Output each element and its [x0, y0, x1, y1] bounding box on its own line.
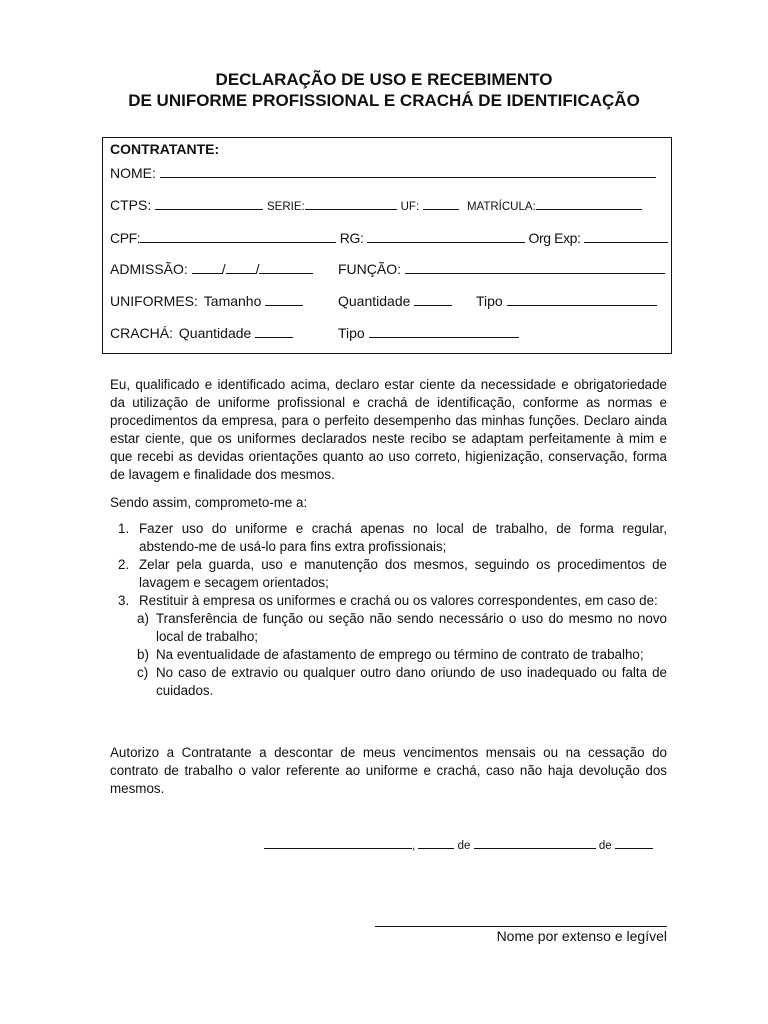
ctps-row	[110, 196, 642, 215]
list-item-text: Restituir à empresa os uniformes e crachá ou os valores correspondentes, em caso de:	[139, 593, 658, 608]
date-day-field[interactable]	[418, 838, 454, 849]
cpf-row	[110, 229, 668, 246]
cracha-quantidade-label: Quantidade	[178, 325, 252, 341]
org-exp-label: Org Exp:	[528, 230, 581, 246]
funcao-field[interactable]	[405, 260, 665, 274]
matricula-label: MATRÍCULA:	[466, 201, 536, 213]
title-line-1: DECLARAÇÃO DE USO E RECEBIMENTO	[215, 70, 553, 89]
authorization-paragraph: Autorizo a Contratante a descontar de meus vencimentos mensais ou na cessação do contrato de trabalho o valor referente ao uniforme e crachá, caso não haja devolução dos mesmos.	[110, 745, 667, 796]
sub-list-item-letter: a)	[137, 611, 149, 626]
funcao-label: FUNÇÃO:	[338, 261, 401, 277]
list-item	[110, 556, 667, 592]
list-item-text: Fazer uso do uniforme e crachá apenas no local de trabalho, de forma regular, abstendo-me de usá-lo para fins extra profissionais;	[139, 521, 667, 554]
nome-field[interactable]	[160, 164, 656, 178]
cpf-field[interactable]	[140, 229, 336, 243]
date-year-field[interactable]	[615, 838, 653, 849]
title-line-2: DE UNIFORME PROFISSIONAL E CRACHÁ DE IDENTIFICAÇÃO	[128, 91, 640, 110]
date-city-field[interactable]	[264, 838, 412, 849]
nome-row	[110, 164, 656, 181]
date-separator-2: /	[255, 261, 260, 277]
sub-list-item	[110, 664, 667, 700]
nome-label: NOME:	[110, 165, 156, 181]
commitment-intro: Sendo assim, comprometo-me a:	[110, 495, 308, 510]
signature-caption: Nome por extenso e legível	[496, 928, 667, 944]
uniformes-quantidade-group	[338, 292, 452, 309]
list-item-number: 2.	[118, 557, 130, 572]
list-item-text: Zelar pela guarda, uso e manutenção dos mesmos, seguindo os procedimentos de lavagem e secagem orientados;	[139, 557, 667, 590]
uniformes-quantidade-label: Quantidade	[338, 293, 411, 309]
admissao-month-field[interactable]	[226, 260, 256, 274]
commitment-list	[110, 520, 667, 700]
cracha-quantidade-field[interactable]	[255, 324, 293, 338]
cracha-label: CRACHÁ:	[110, 325, 174, 341]
sub-list-item-text: No caso de extravio ou qualquer outro dano oriundo de uso inadequado ou falta de cuidados.	[156, 665, 667, 698]
uniformes-tipo-label: Tipo	[476, 293, 503, 309]
contratante-form-box	[102, 137, 672, 354]
admissao-label: ADMISSÃO:	[110, 261, 188, 277]
list-item	[110, 520, 667, 556]
admissao-day-field[interactable]	[192, 260, 222, 274]
date-separator-1: /	[221, 261, 226, 277]
uniformes-tamanho-label: Tamanho	[203, 293, 262, 309]
sub-list-item	[110, 646, 667, 664]
declaration-paragraph: Eu, qualificado e identificado acima, declaro estar ciente da necessidade e obrigatoriedade da utilização de uniforme profissional e crachá de identificação, conforme as normas e procedimentos da empresa, para o perfeito desempenho das minhas funções. Declaro ainda estar ciente, que os uniformes declarados neste recibo se adaptam perfeitamente à mim e que recebi as devidas orientações quanto ao uso correto, higienização, conservação, forma de lavagem e finalidade dos mesmos.	[110, 377, 667, 482]
uf-label: UF:	[400, 201, 420, 213]
cracha-tipo-label: Tipo	[338, 325, 365, 341]
uniformes-tamanho-field[interactable]	[265, 292, 303, 306]
uniformes-tipo-field[interactable]	[507, 292, 657, 306]
date-de-1: de	[457, 840, 471, 852]
rg-label: RG:	[339, 230, 364, 246]
date-de-2: de	[598, 840, 612, 852]
matricula-field[interactable]	[536, 196, 642, 210]
uniformes-tipo-group	[476, 292, 657, 309]
list-item	[110, 592, 667, 610]
funcao-row	[338, 260, 665, 277]
cracha-tipo-field[interactable]	[369, 324, 519, 338]
uf-field[interactable]	[423, 196, 459, 210]
sub-list-item-letter: b)	[137, 647, 149, 662]
rg-field[interactable]	[367, 229, 525, 243]
ctps-label: CTPS:	[110, 197, 152, 213]
date-line	[264, 838, 653, 854]
uniformes-row	[110, 292, 303, 309]
cracha-tipo-group	[338, 324, 519, 341]
serie-label: SERIE:	[267, 201, 305, 213]
contratante-label: CONTRATANTE:	[110, 141, 220, 157]
date-month-field[interactable]	[474, 838, 596, 849]
date-comma: ,	[412, 840, 416, 852]
org-exp-field[interactable]	[584, 229, 668, 243]
signature-line[interactable]	[375, 926, 667, 927]
admissao-row	[110, 260, 313, 277]
serie-field[interactable]	[305, 196, 397, 210]
ctps-field[interactable]	[155, 196, 263, 210]
sub-list-item	[110, 610, 667, 646]
admissao-year-field[interactable]	[259, 260, 313, 274]
sub-list-item-text: Transferência de função ou seção não sendo necessário o uso do mesmo no novo local de trabalho;	[156, 611, 667, 644]
cracha-row	[110, 324, 293, 341]
uniformes-quantidade-field[interactable]	[414, 292, 452, 306]
uniformes-label: UNIFORMES:	[110, 293, 198, 309]
list-item-number: 1.	[118, 521, 130, 536]
list-item-number: 3.	[118, 593, 130, 608]
cpf-label: CPF:	[110, 230, 141, 246]
sub-list-item-text: Na eventualidade de afastamento de emprego ou término de contrato de trabalho;	[156, 647, 644, 662]
sub-list-item-letter: c)	[137, 665, 149, 680]
